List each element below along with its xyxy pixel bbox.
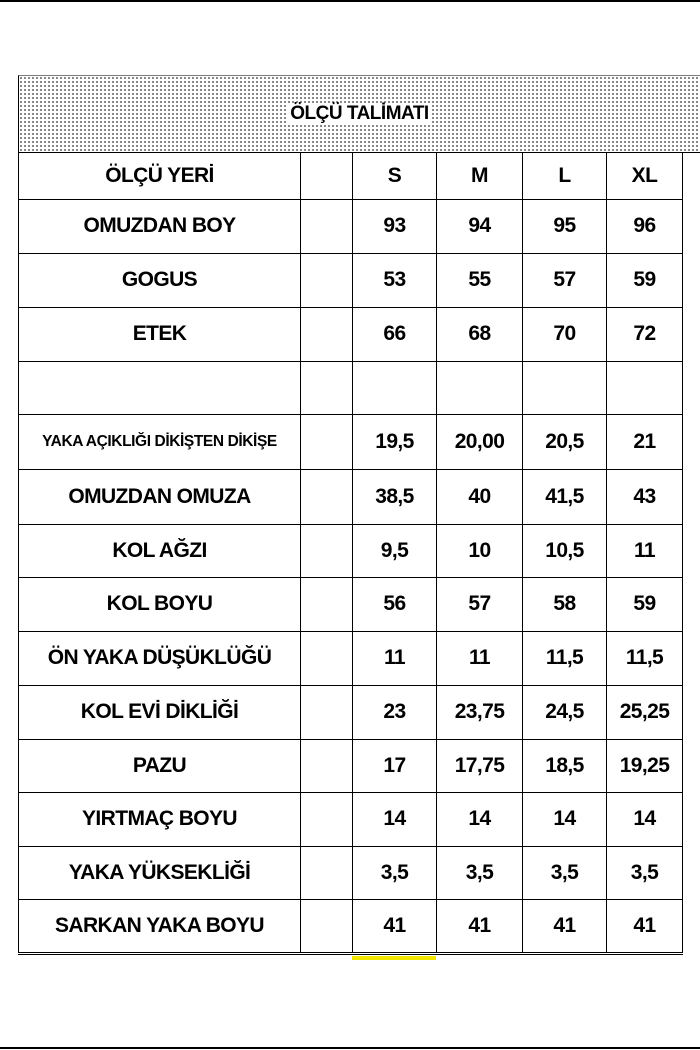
top-border-line [0, 0, 700, 2]
value-cell-s: 56 [353, 577, 437, 631]
value-cell-l: 10,5 [523, 524, 607, 577]
edge-cell [683, 739, 700, 792]
value-cell-s: 3,5 [353, 846, 437, 899]
value-cell-l: 95 [523, 199, 607, 253]
edge-cell [683, 153, 700, 199]
value-cell-l: 3,5 [523, 846, 607, 899]
value-cell-s: 23 [353, 685, 437, 739]
table-row [19, 792, 700, 846]
table-row [19, 577, 700, 631]
value-cell-m: 41 [437, 899, 523, 953]
table-row [19, 899, 700, 953]
value-cell-xl [607, 361, 683, 414]
measure-label-cell: PAZU [19, 739, 301, 792]
value-cell-s: 66 [353, 307, 437, 361]
value-cell-m: 3,5 [437, 846, 523, 899]
value-cell-m: 10 [437, 524, 523, 577]
header-size-m: M [437, 153, 523, 199]
edge-cell [683, 361, 700, 414]
value-cell-s: 41 [353, 899, 437, 953]
spreadsheet-area [18, 75, 700, 955]
bottom-border-line [0, 1047, 700, 1049]
value-cell-xl: 14 [607, 792, 683, 846]
value-cell-xl: 41 [607, 899, 683, 953]
measure-label-cell: YIRTMAÇ BOYU [19, 792, 301, 846]
header-label-cell: ÖLÇÜ YERİ [19, 153, 301, 199]
title-banner [18, 75, 700, 153]
blank-cell [301, 253, 353, 307]
value-cell-m: 23,75 [437, 685, 523, 739]
value-cell-s: 9,5 [353, 524, 437, 577]
value-cell-xl: 59 [607, 253, 683, 307]
value-cell-xl: 25,25 [607, 685, 683, 739]
measure-label-cell: ETEK [19, 307, 301, 361]
table-row [19, 199, 700, 253]
measure-label-cell: YAKA AÇIKLIĞI DİKİŞTEN DİKİŞE [19, 414, 301, 469]
edge-cell [683, 414, 700, 469]
value-cell-s: 53 [353, 253, 437, 307]
value-cell-m: 57 [437, 577, 523, 631]
value-cell-l: 70 [523, 307, 607, 361]
blank-cell [301, 577, 353, 631]
edge-cell [683, 199, 700, 253]
value-cell-l: 41,5 [523, 469, 607, 524]
blank-cell [301, 631, 353, 685]
measure-label-cell: YAKA YÜKSEKLİĞİ [19, 846, 301, 899]
blank-cell [301, 739, 353, 792]
value-cell-m: 94 [437, 199, 523, 253]
header-size-l: L [523, 153, 607, 199]
blank-cell [301, 307, 353, 361]
measure-label-cell: ÖN YAKA DÜŞÜKLÜĞÜ [19, 631, 301, 685]
value-cell-s: 11 [353, 631, 437, 685]
edge-cell [683, 307, 700, 361]
value-cell-xl: 21 [607, 414, 683, 469]
value-cell-l: 14 [523, 792, 607, 846]
edge-cell [683, 524, 700, 577]
table-row [19, 361, 700, 414]
blank-cell [301, 469, 353, 524]
value-cell-l: 41 [523, 899, 607, 953]
value-cell-m: 14 [437, 792, 523, 846]
value-cell-xl: 96 [607, 199, 683, 253]
value-cell-m: 55 [437, 253, 523, 307]
table-row [19, 414, 700, 469]
blank-cell [301, 846, 353, 899]
edge-cell [683, 846, 700, 899]
blank-cell [301, 524, 353, 577]
blank-cell [301, 792, 353, 846]
header-row [19, 153, 700, 199]
edge-cell [683, 792, 700, 846]
edge-cell [683, 253, 700, 307]
measure-label-cell [19, 361, 301, 414]
table-row [19, 631, 700, 685]
value-cell-s: 38,5 [353, 469, 437, 524]
measure-label-cell: KOL BOYU [19, 577, 301, 631]
value-cell-xl: 11,5 [607, 631, 683, 685]
edge-cell [683, 685, 700, 739]
value-cell-xl: 72 [607, 307, 683, 361]
table-row [19, 685, 700, 739]
measure-label-cell: OMUZDAN OMUZA [19, 469, 301, 524]
measure-label-cell: OMUZDAN BOY [19, 199, 301, 253]
edge-cell [683, 631, 700, 685]
value-cell-m: 17,75 [437, 739, 523, 792]
value-cell-xl: 3,5 [607, 846, 683, 899]
value-cell-m: 20,00 [437, 414, 523, 469]
value-cell-m: 11 [437, 631, 523, 685]
header-size-xl: XL [607, 153, 683, 199]
measure-label-cell: KOL EVİ DİKLİĞİ [19, 685, 301, 739]
blank-cell [301, 153, 353, 199]
edge-cell [683, 469, 700, 524]
value-cell-s: 93 [353, 199, 437, 253]
value-cell-l: 58 [523, 577, 607, 631]
blank-cell [301, 899, 353, 953]
edge-cell [683, 577, 700, 631]
value-cell-l: 20,5 [523, 414, 607, 469]
header-size-s: S [353, 153, 437, 199]
table-row [19, 524, 700, 577]
value-cell-s [353, 361, 437, 414]
value-cell-s: 17 [353, 739, 437, 792]
size-table [18, 153, 700, 955]
table-row [19, 846, 700, 899]
value-cell-m: 40 [437, 469, 523, 524]
table-row [19, 739, 700, 792]
measure-label-cell: GOGUS [19, 253, 301, 307]
blank-cell [301, 361, 353, 414]
value-cell-s: 14 [353, 792, 437, 846]
value-cell-xl: 11 [607, 524, 683, 577]
value-cell-l: 18,5 [523, 739, 607, 792]
blank-cell [301, 199, 353, 253]
measure-label-cell: KOL AĞZI [19, 524, 301, 577]
value-cell-l: 57 [523, 253, 607, 307]
blank-cell [301, 414, 353, 469]
sheet-title: ÖLÇÜ TALİMATI [290, 103, 429, 124]
table-row [19, 307, 700, 361]
value-cell-m: 68 [437, 307, 523, 361]
value-cell-xl: 19,25 [607, 739, 683, 792]
blank-cell [301, 685, 353, 739]
table-row [19, 253, 700, 307]
value-cell-s: 19,5 [353, 414, 437, 469]
value-cell-m [437, 361, 523, 414]
value-cell-l: 11,5 [523, 631, 607, 685]
edge-cell [683, 899, 700, 953]
value-cell-xl: 59 [607, 577, 683, 631]
measure-label-cell: SARKAN YAKA BOYU [19, 899, 301, 953]
highlight-marker [352, 956, 436, 960]
value-cell-l [523, 361, 607, 414]
table-row [19, 469, 700, 524]
value-cell-l: 24,5 [523, 685, 607, 739]
value-cell-xl: 43 [607, 469, 683, 524]
